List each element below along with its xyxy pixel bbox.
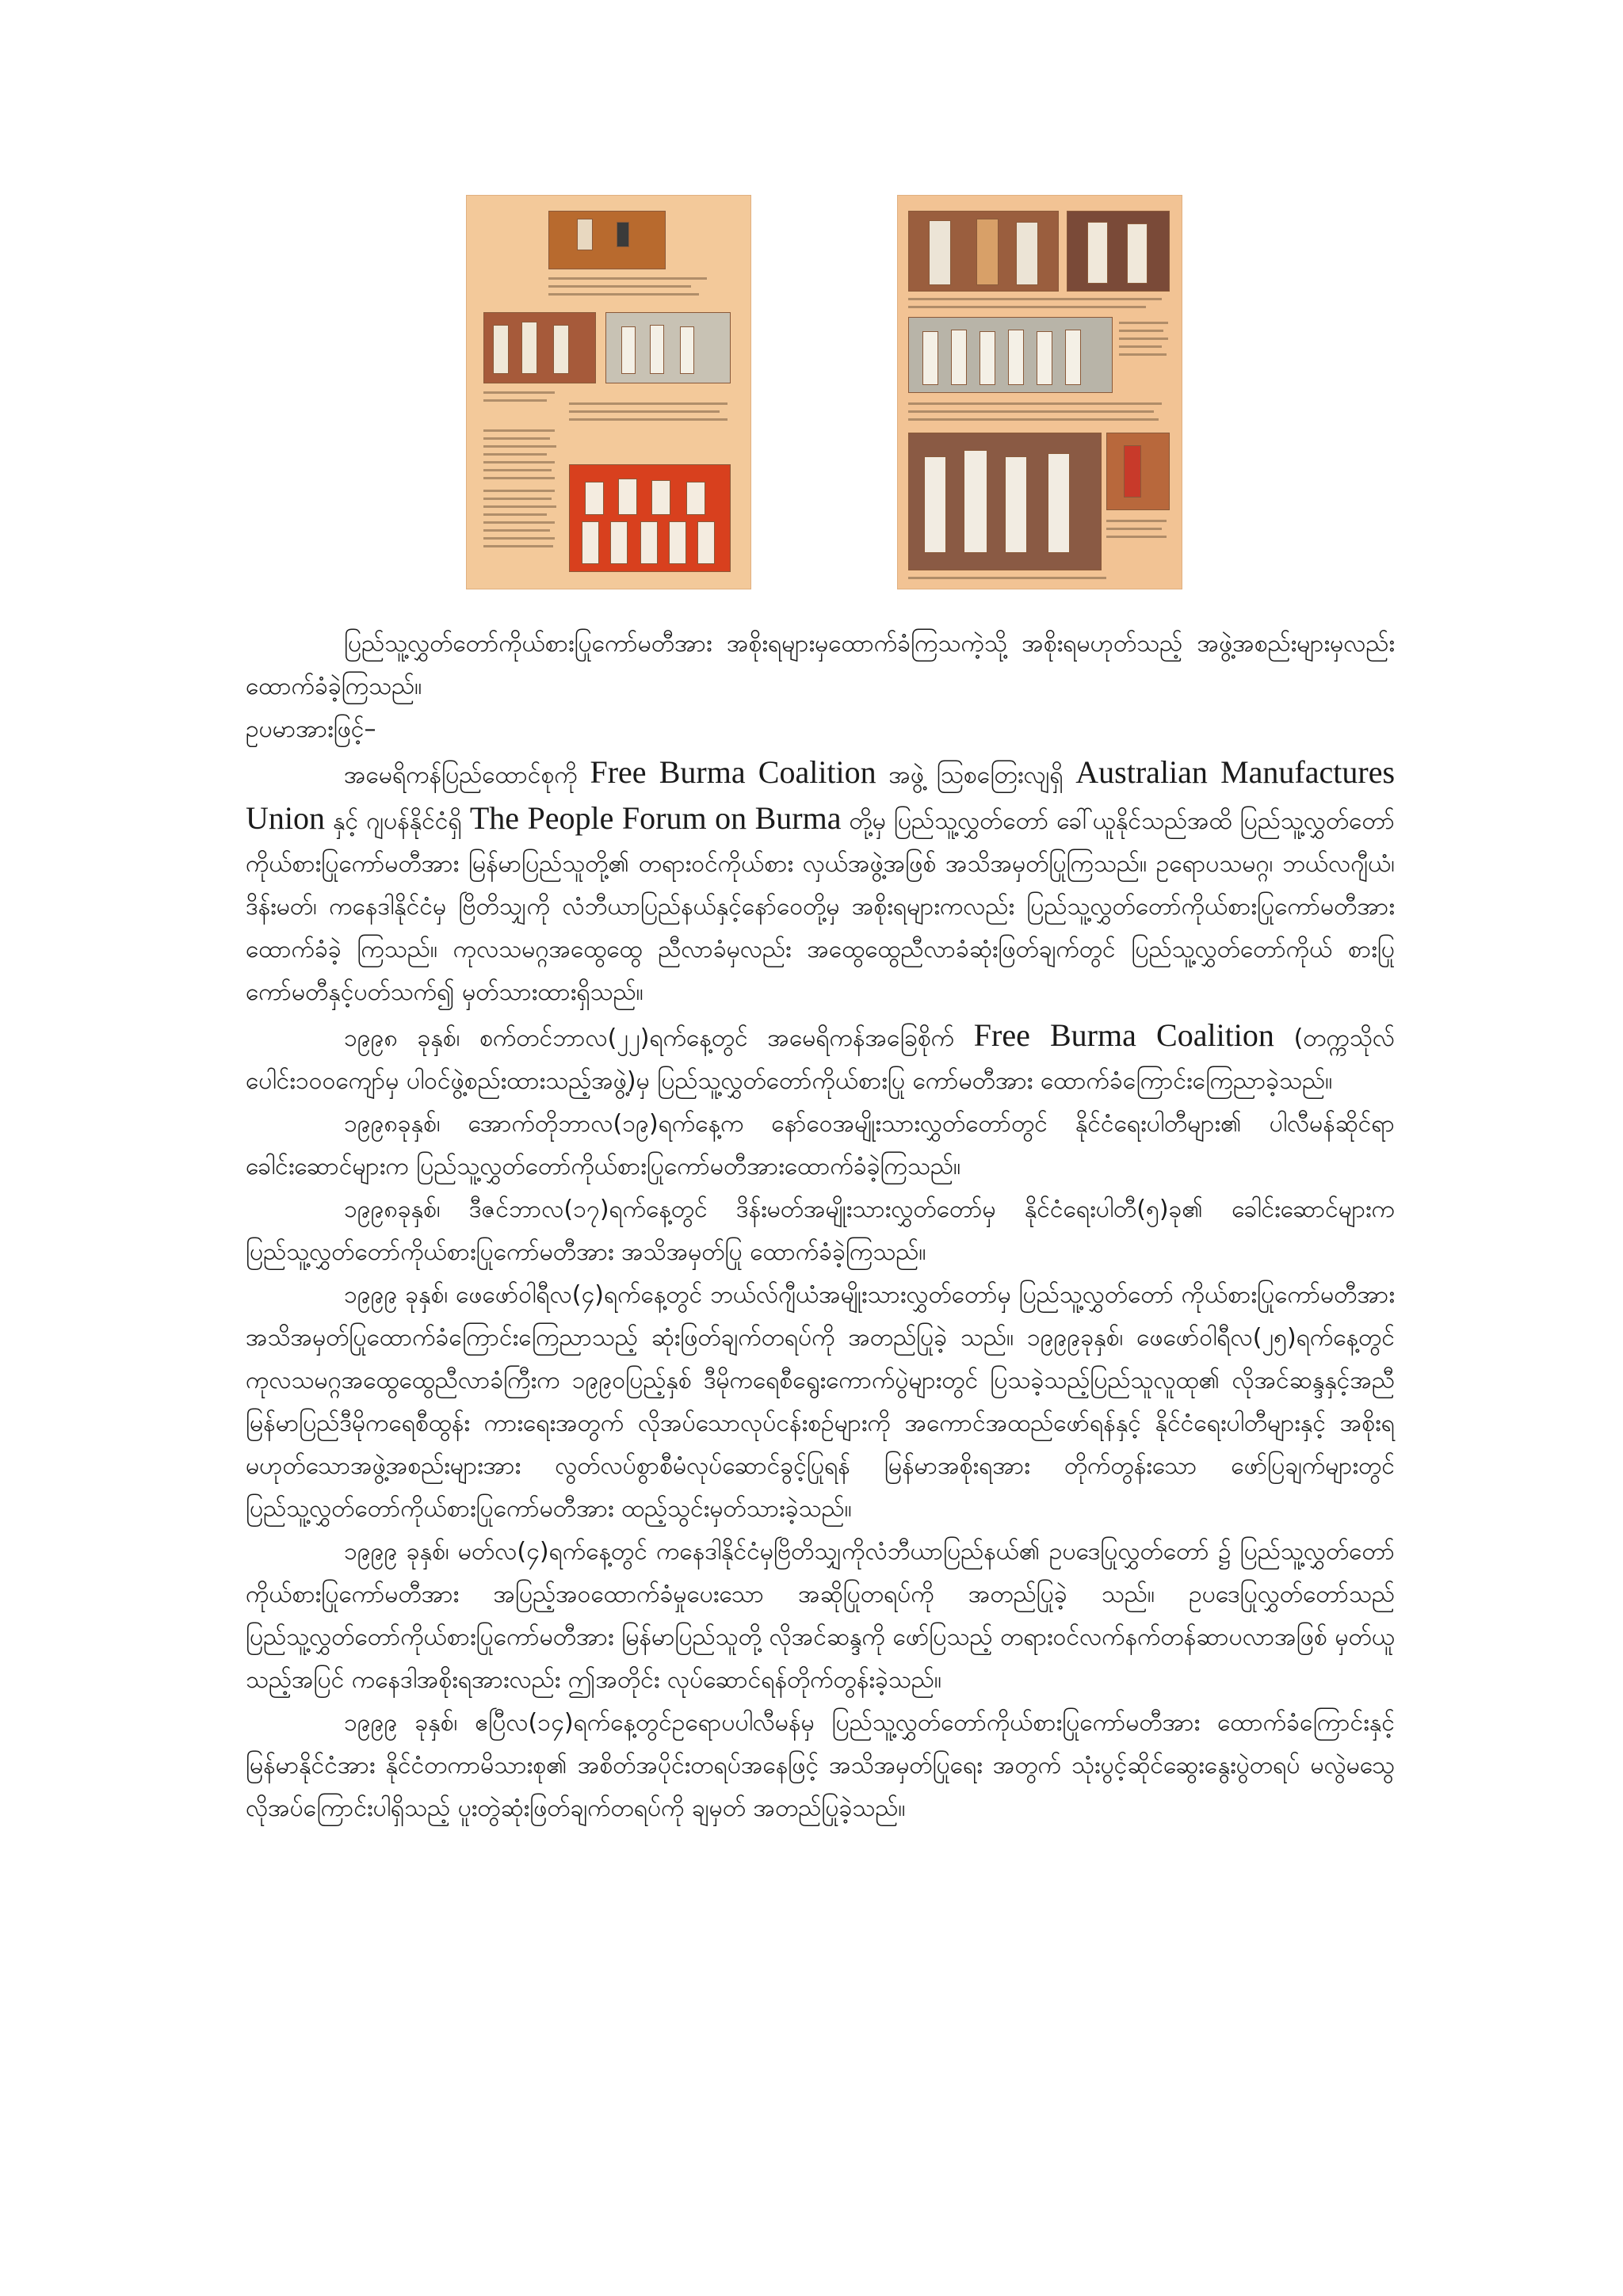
paragraph-5 bbox=[246, 1103, 1395, 1188]
paragraph-text-segment: ၁၉၉၈ ခုနှစ်၊ စက်တင်ဘာလ(၂၂)ရက်နေ့တွင် အမေရိကန်အခြေစိုက် bbox=[344, 1024, 974, 1052]
paragraph-1 bbox=[246, 623, 1395, 708]
paragraph-text-segment: ၁၉၉၉ ခုနှစ်၊ မတ်လ(၄)ရက်နေ့တွင် ကနေဒါနိုင်ငံမှဗြိတိသျှကိုလံဘီယာပြည်နယ်၏ ဥပဒေပြုလွှတ်တော် ၌ ပြည်သူ့လွှတ်တော်ကိုယ်စားပြုကော်မတီအား အပြည့်အဝထောက်ခံမှုပေးသော အဆိုပြုတရပ်ကို အတည်ပြုခဲ့ သည်။ ဥပဒေပြုလွှတ်တော်သည် ပြည်သူ့လွှတ်တော်ကိုယ်စားပြုကော်မတီအား မြန်မာပြည်သူတို့ လိုအင်ဆန္ဒကို ဖော်ပြသည့် တရားဝင်လက်နက်တန်ဆာပလာအဖြစ် မှတ်ယူသည့်အပြင် ကနေဒါအစိုးရအားလည်း ဤအတိုင်း လုပ်ဆောင်ရန်တိုက်တွန်းခဲ့သည်။ bbox=[246, 1538, 1395, 1694]
paragraph-text-segment: အဖွဲ့ ဩစတြေးလျရှိ bbox=[876, 761, 1076, 789]
paragraph-text-segment: တို့မှ ပြည်သူ့လွှတ်တော် ခေါ်ယူနိုင်သည်အထိ ပြည်သူ့လွှတ်တော်ကိုယ်စားပြုကော်မတီအား မြန်မာပြည်သူတို့၏ တရားဝင်ကိုယ်စား လှယ်အဖွဲ့အဖြစ် အသိအမှတ်ပြုကြသည်။ ဥရောပသမဂ္ဂ၊ ဘယ်လဂျီယံ၊ ဒိန်းမတ်၊ ကနေဒါနိုင်ငံမှ ဗြိတိသျှကို လံဘီယာပြည်နယ်နှင့်နော်ဝေတို့မှ အစိုးရများကလည်း ပြည်သူ့လွှတ်တော်ကိုယ်စားပြုကော်မတီအား ထောက်ခံခဲ့ ကြသည်။ ကုလသမဂ္ဂအထွေထွေ ညီလာခံမှလည်း အထွေထွေညီလာခံဆုံးဖြတ်ချက်တွင် ပြည်သူ့လွှတ်တော်ကိုယ် စားပြုကော်မတီနှင့်ပတ်သက်၍ မှတ်သားထားရှိသည်။ bbox=[246, 807, 1395, 1006]
paragraph-text-segment: Australian Manufactures Union bbox=[246, 754, 1396, 836]
paragraph-text-segment: Free Burma Coalition bbox=[590, 754, 876, 790]
paragraph-8 bbox=[246, 1531, 1395, 1702]
newspaper-clipping-photo-left bbox=[466, 195, 751, 589]
paragraph-text-segment: ၁၉၉၉ ခုနှစ်၊ ဧပြီလ(၁၄)ရက်နေ့တွင်ဥရောပပါလီမန်မှ ပြည်သူ့လွှတ်တော်ကိုယ်စားပြုကော်မတီအား ထောက်ခံကြောင်းနှင့် မြန်မာနိုင်ငံအား နိုင်ငံတကာမိသားစု၏ အစိတ်အပိုင်းတရပ်အနေဖြင့် အသိအမှတ်ပြုရေး အတွက် သုံးပွင့်ဆိုင်ဆွေးနွေးပွဲတရပ် မလွဲမသွေလိုအပ်ကြောင်းပါရှိသည့် ပူးတွဲဆုံးဖြတ်ချက်တရပ်ကို ချမှတ် အတည်ပြုခဲ့သည်။ bbox=[246, 1709, 1395, 1822]
paragraph-3 bbox=[246, 751, 1395, 1014]
paragraph-7 bbox=[246, 1274, 1395, 1531]
paragraph-text-segment: ၁၉၉၈ခုနှစ်၊ အောက်တိုဘာလ(၁၉)ရက်နေ့က နော်ဝေအမျိုးသားလွှတ်တော်တွင် နိုင်ငံရေးပါတီများ၏ ပါလီမန်ဆိုင်ရာခေါင်းဆောင်များက ပြည်သူ့လွှတ်တော်ကိုယ်စားပြုကော်မတီအားထောက်ခံခဲ့ကြသည်။ bbox=[246, 1110, 1395, 1180]
paragraph-9 bbox=[246, 1702, 1395, 1830]
paragraph-text-segment: ၁၉၉၉ ခုနှစ်၊ ဖေဖော်ဝါရီလ(၄)ရက်နေ့တွင် ဘယ်လ်ဂျီယံအမျိုးသားလွှတ်တော်မှ ပြည်သူ့လွှတ်တော် ကိုယ်စားပြုကော်မတီအား အသိအမှတ်ပြုထောက်ခံကြောင်းကြေညာသည့် ဆုံးဖြတ်ချက်တရပ်ကို အတည်ပြုခဲ့ သည်။ ၁၉၉၉ခုနှစ်၊ ဖေဖော်ဝါရီလ(၂၅)ရက်နေ့တွင် ကုလသမဂ္ဂအထွေထွေညီလာခံကြီးက ၁၉၉၀ပြည့်နှစ် ဒီမိုကရေစီရွေးကောက်ပွဲများတွင် ပြသခဲ့သည့်ပြည်သူလူထု၏ လိုအင်ဆန္ဒနှင့်အညီ မြန်မာပြည်ဒီမိုကရေစီထွန်း ကားရေးအတွက် လိုအပ်သောလုပ်ငန်းစဉ်များကို အကောင်အထည်ဖော်ရန်နှင့် နိုင်ငံရေးပါတီများနှင့် အစိုးရ မဟုတ်သောအဖွဲ့အစည်းများအား လွတ်လပ်စွာစီမံလုပ်ဆောင်ခွင့်ပြုရန် မြန်မာအစိုးရအား တိုက်တွန်းသော ဖော်ပြချက်များတွင် ပြည်သူ့လွှတ်တော်ကိုယ်စားပြုကော်မတီအား ထည့်သွင်းမှတ်သားခဲ့သည်။ bbox=[246, 1281, 1395, 1523]
paragraph-text-segment: (တက္ကသိုလ်ပေါင်း၁၀၀ကျော်မှ ပါဝင်ဖွဲ့စည်းထားသည့်အဖွဲ့)မှ ပြည်သူ့လွှတ်တော်ကိုယ်စားပြု ကော်မတီအား ထောက်ခံကြောင်းကြေညာခဲ့သည်။ bbox=[246, 1024, 1396, 1095]
paragraph-text-segment: ၁၉၉၈ခုနှစ်၊ ဒီဇင်ဘာလ(၁၇)ရက်နေ့တွင် ဒိန်းမတ်အမျိုးသားလွှတ်တော်မှ နိုင်ငံရေးပါတီ(၅)ခု၏ ခေါင်းဆောင်များက ပြည်သူ့လွှတ်တော်ကိုယ်စားပြုကော်မတီအား အသိအမှတ်ပြု ထောက်ခံခဲ့ကြသည်။ bbox=[246, 1196, 1395, 1266]
paragraph-text-segment: အမေရိကန်ပြည်ထောင်စုကို bbox=[344, 761, 590, 789]
paragraph-text-segment: ပြည်သူ့လွှတ်တော်ကိုယ်စားပြုကော်မတီအား အစိုးရများမှထောက်ခံကြသကဲ့သို့ အစိုးရမဟုတ်သည့် အဖွဲ့အစည်းများမှလည်း ထောက်ခံခဲ့ကြသည်။ bbox=[246, 630, 1395, 700]
paragraph-text-segment: The People Forum on Burma bbox=[469, 800, 842, 836]
paragraph-text-segment: နှင့် ဂျပန်နိုင်ငံရှိ bbox=[325, 807, 470, 835]
paragraph-2 bbox=[246, 708, 1395, 751]
newspaper-clipping-photo-right bbox=[897, 195, 1182, 589]
document-body bbox=[246, 623, 1395, 1830]
paragraph-6 bbox=[246, 1188, 1395, 1274]
photo-gallery bbox=[466, 195, 1182, 589]
paragraph-text-segment: Free Burma Coalition bbox=[973, 1017, 1274, 1053]
paragraph-text-segment: ဥပမာအားဖြင့်– bbox=[246, 715, 376, 743]
paragraph-4 bbox=[246, 1014, 1395, 1103]
